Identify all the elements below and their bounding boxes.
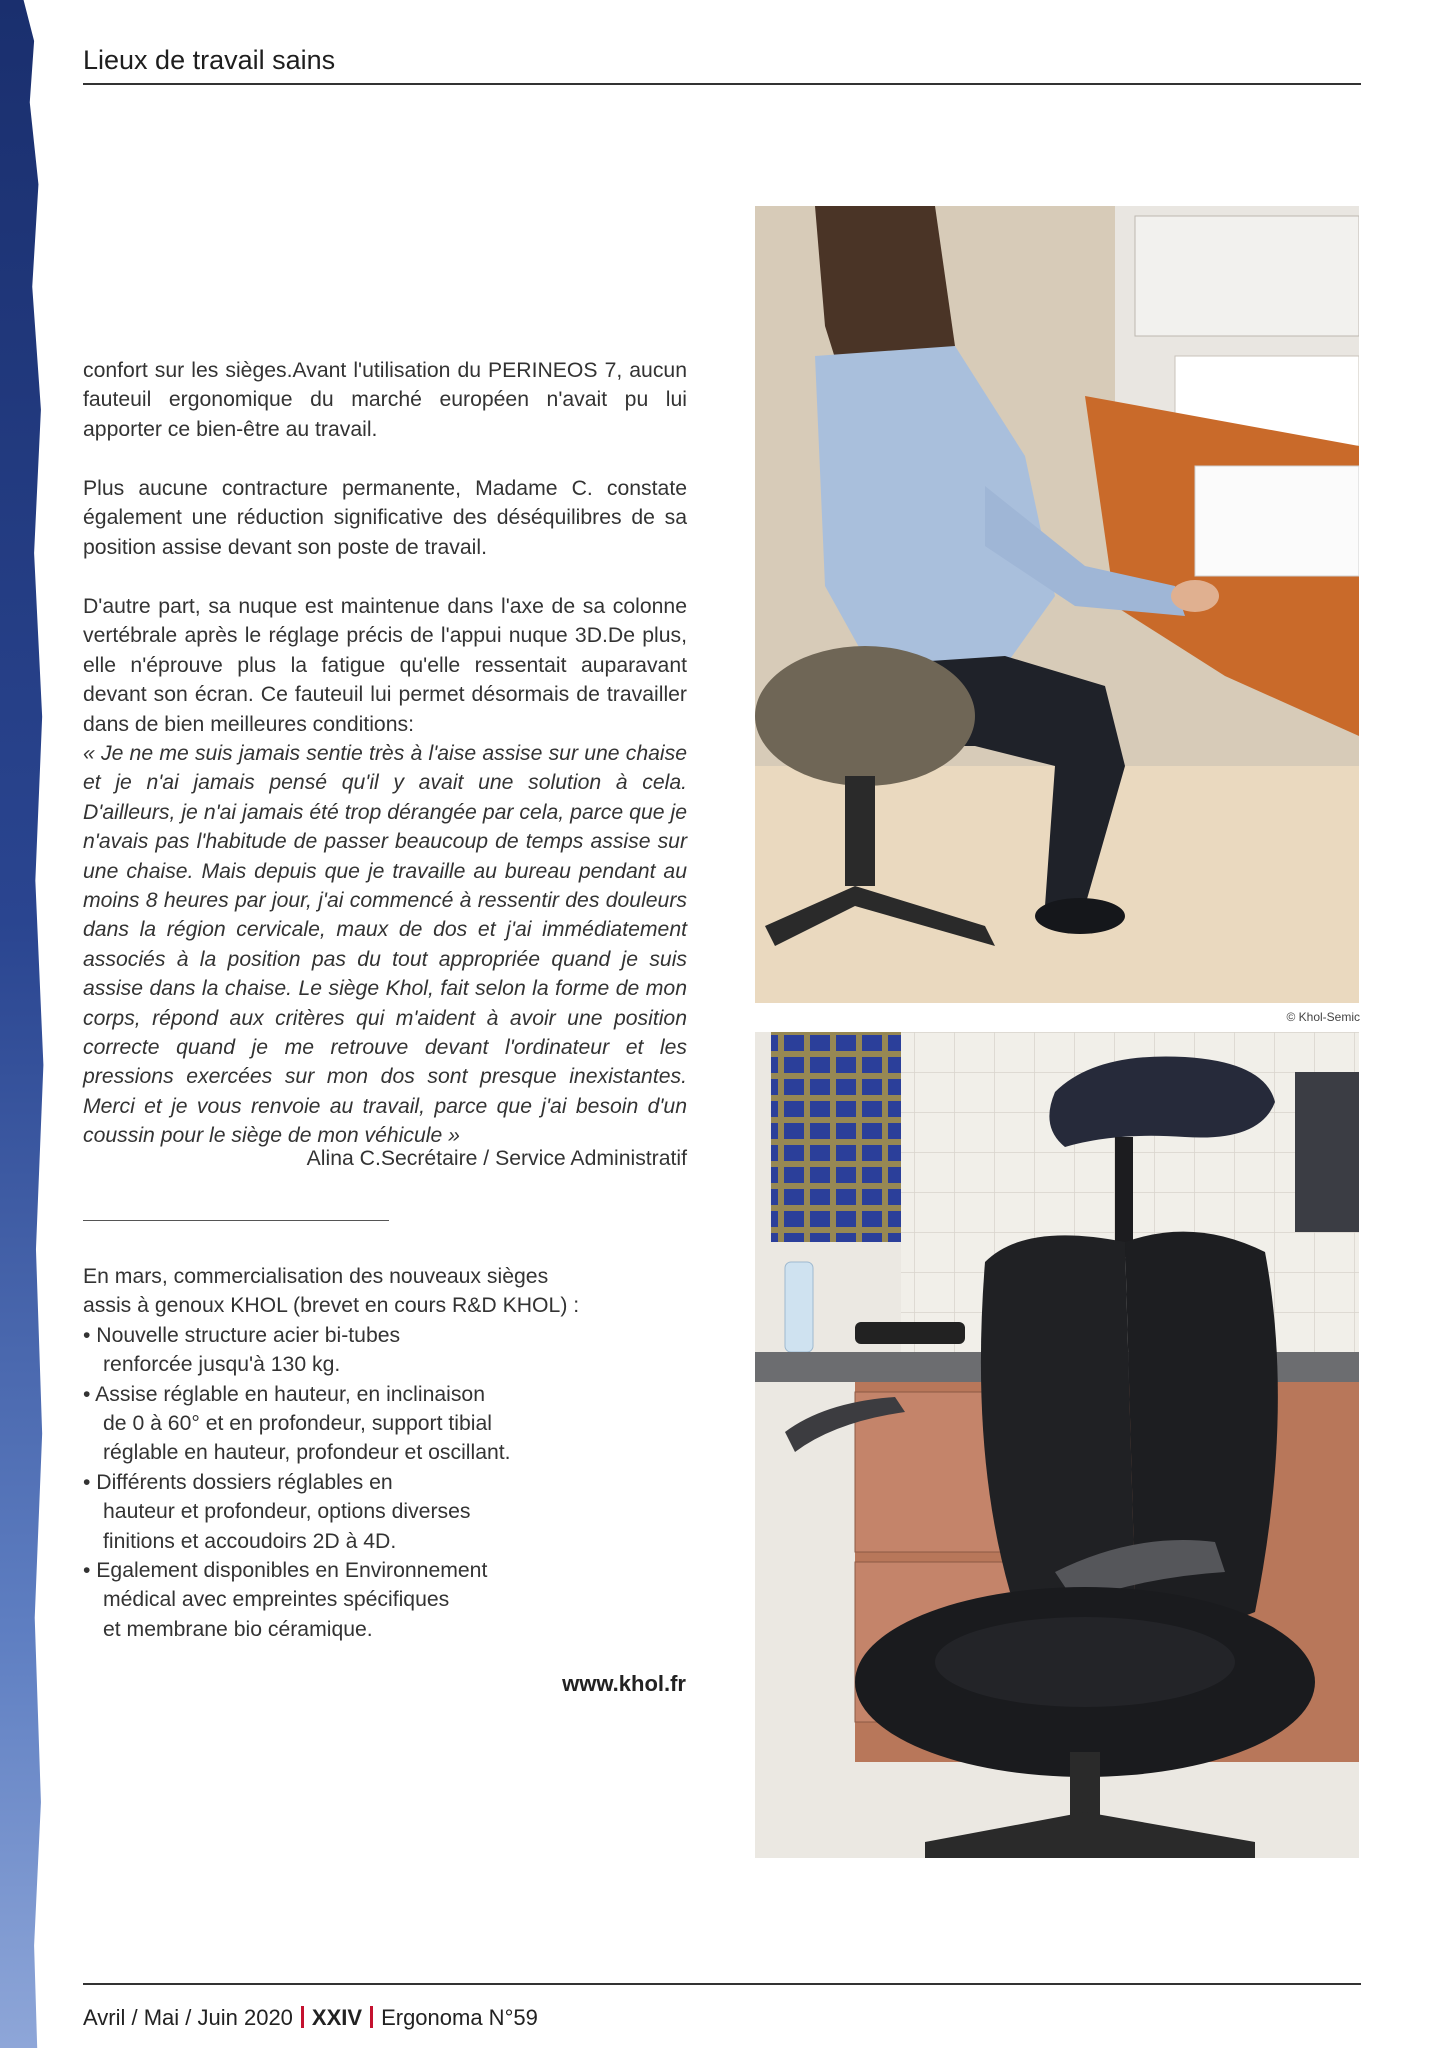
page-number: XXIV xyxy=(311,2005,363,2030)
photo-woman-on-kneeling-chair xyxy=(755,206,1359,1003)
bullet-item: • Différents dossiers réglables en hauteur et profondeur, options diverses finitions et accoudoirs 2D à 4D. xyxy=(83,1470,471,1553)
issue-date: Avril / Mai / Juin 2020 xyxy=(83,2005,293,2030)
testimonial-signature: Alina C.Secrétaire / Service Administratif xyxy=(306,1147,687,1170)
announcement-intro-line: assis à genoux KHOL (brevet en cours R&D KHOL) : xyxy=(83,1294,580,1318)
header-divider xyxy=(83,83,1361,85)
footer-divider xyxy=(83,1983,1361,1985)
article-paragraph-3: D'autre part, sa nuque est maintenue dans l'axe de sa colonne vertébrale après le réglage précis de l'appui nuque 3D.De plus, elle n'éprouve plus la fatigue qu'elle ressentait auparavant devant son écran. Ce fauteuil lui permet désormais de travailler dans de bien meilleures conditions: xyxy=(83,595,687,736)
section-separator xyxy=(83,1220,389,1221)
page-footer xyxy=(83,2005,538,2031)
footer-separator xyxy=(370,2006,373,2028)
section-title: Lieux de travail sains xyxy=(83,45,336,75)
magazine-issue: Ergonoma N°59 xyxy=(381,2005,538,2030)
announcement-intro-line: En mars, commercialisation des nouveaux sièges xyxy=(83,1265,549,1288)
decorative-side-stripe xyxy=(0,0,62,2048)
footer-separator xyxy=(301,2006,304,2028)
testimonial-quote: « Je ne me suis jamais sentie très à l'aise assise sur une chaise et je n'ai jamais pensé qu'il y avait une solution à cela. D'ailleurs, je n'ai jamais été trop dérangée par cela, parce que je n'avais pas l'habitude de passer beaucoup de temps assise sur une chaise. Mais depuis que je travaille au bureau pendant au moins 8 heures par jour, j'ai commencé à ressentir des douleurs dans la région cervicale, maux de dos et j'ai immédiatement associés à la position pas du tout appropriée quand je suis assise dans la chaise. Le siège Khol, fait selon la forme de mon corps, répond aux critères qui m'aident à avoir une position correcte quand je me retrouve devant l'ordinateur et les pressions exercées sur mon dos sont presque inexistantes. Merci et je vous renvoie au travail, parce que j'ai besoin d'un coussin pour le siège de mon véhicule » xyxy=(83,742,687,1148)
article-paragraph-1: confort sur les sièges.Avant l'utilisation du PERINEOS 7, aucun fauteuil ergonomique du marché européen n'avait pu lui apporter ce bien-être au travail. xyxy=(83,359,687,441)
bullet-item: • Egalement disponibles en Environnement médical avec empreintes spécifiques et membrane bio céramique. xyxy=(83,1559,488,1641)
article-paragraph-2: Plus aucune contracture permanente, Madame C. constate également une réduction significative des déséquilibres de sa position assise devant son poste de travail. xyxy=(83,477,687,559)
bullet-item: • Nouvelle structure acier bi-tubes renforcée jusqu'à 130 kg. xyxy=(83,1323,401,1377)
website-link[interactable]: www.khol.fr xyxy=(562,1671,686,1696)
photo-khol-ergonomic-chair xyxy=(755,1032,1359,1858)
photo-credit: © Khol-Semic xyxy=(1286,1010,1360,1024)
bullet-item: • Assise réglable en hauteur, en inclinaison de 0 à 60° et en profondeur, support tibial réglable en hauteur, profondeur et oscillant. xyxy=(83,1382,511,1465)
announcement-block xyxy=(83,1262,687,1644)
